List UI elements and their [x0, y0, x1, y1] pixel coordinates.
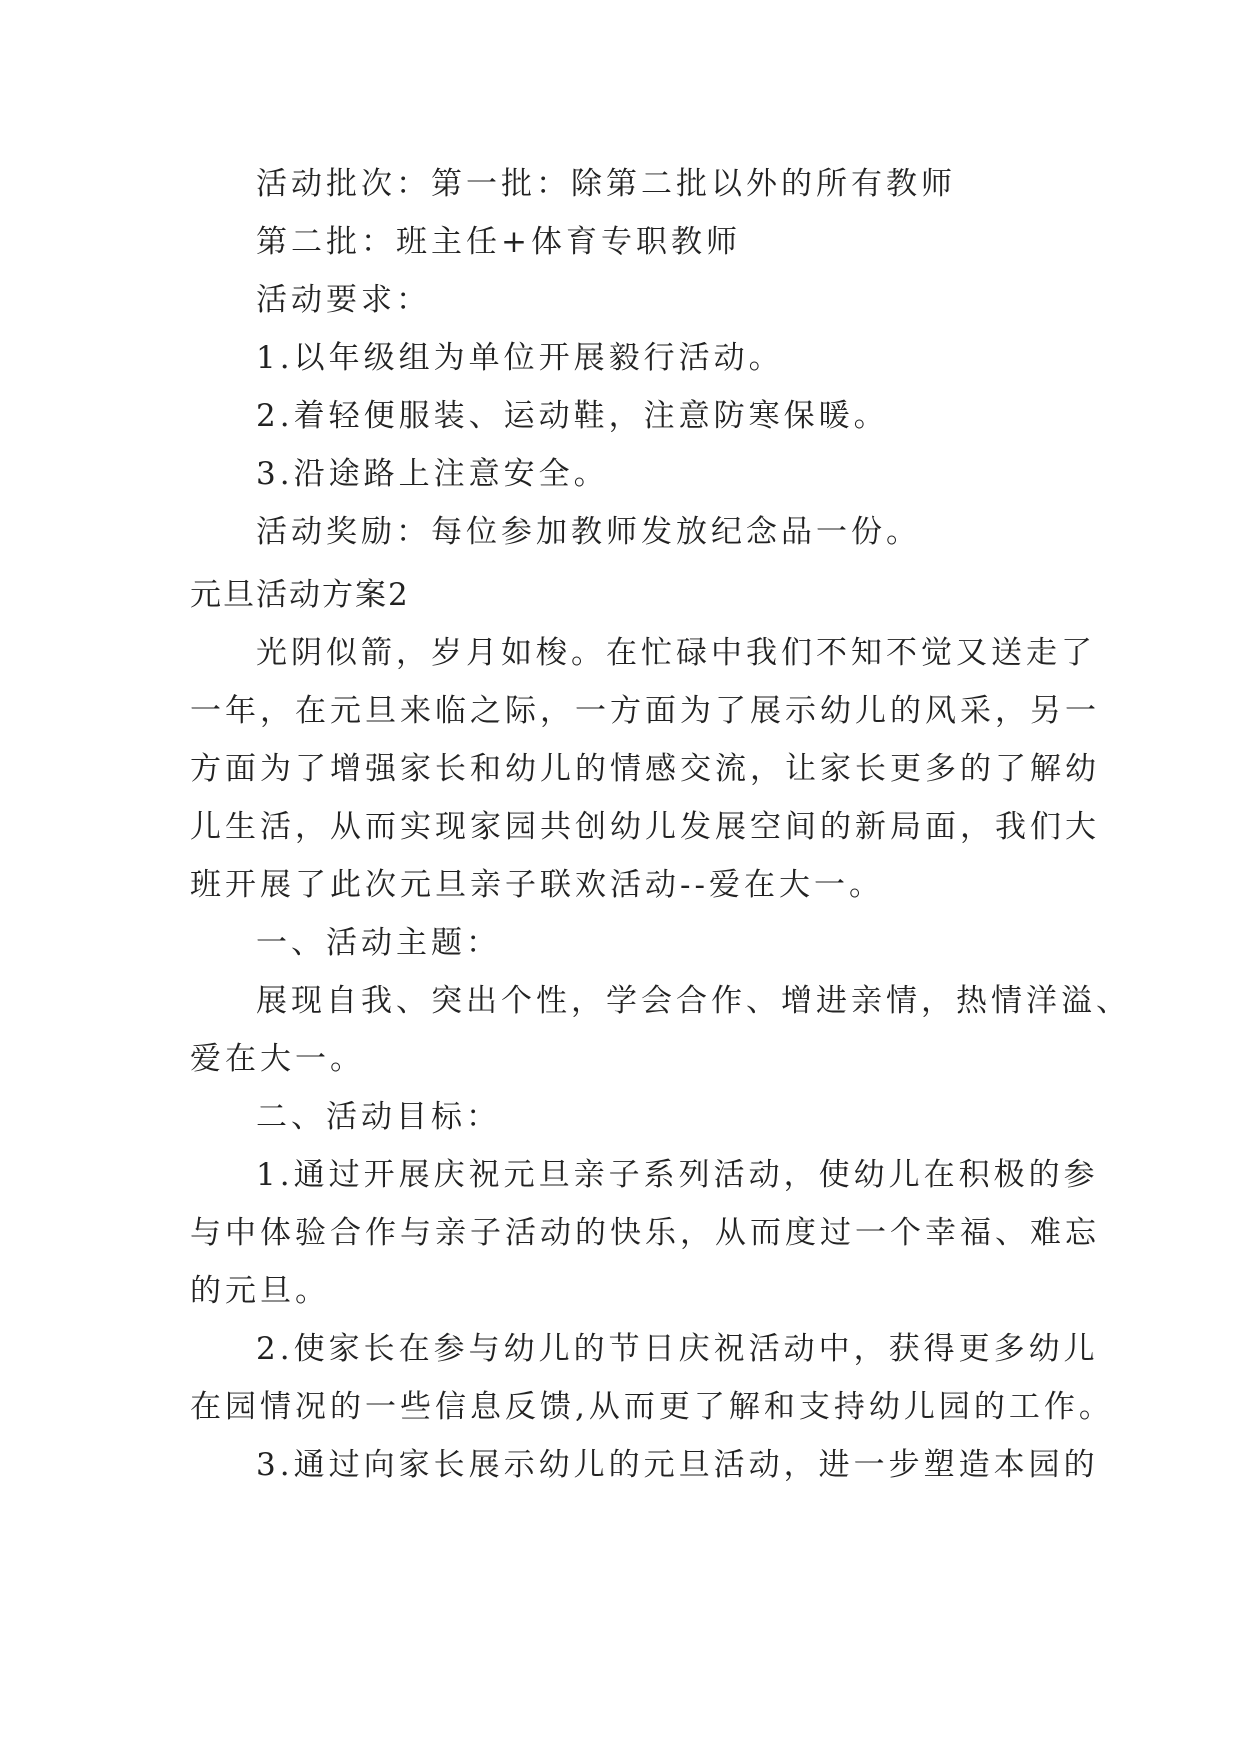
plan-2-section: [190, 566, 1131, 1494]
theme-line-2: 爱在大一。: [190, 1041, 365, 1077]
intro-line-3: 方面为了增强家长和幼儿的情感交流，让家长更多的了解幼: [190, 751, 1100, 787]
second-batch-line: 第二批：班主任+体育专职教师: [256, 224, 741, 260]
goals-heading: 二、活动目标：: [256, 1099, 501, 1135]
goal-1-line-1: 1.通过开展庆祝元旦亲子系列活动，使幼儿在积极的参: [256, 1157, 1099, 1193]
reward-line: 活动奖励：每位参加教师发放纪念品一份。: [256, 514, 921, 550]
intro-line-1: 光阴似箭，岁月如梭。在忙碌中我们不知不觉又送走了: [256, 635, 1096, 671]
requirements-heading: 活动要求：: [256, 282, 431, 318]
section-title: 元旦活动方案2: [190, 577, 410, 613]
theme-heading: 一、活动主题：: [256, 925, 501, 961]
goal-1-line-3: 的元旦。: [190, 1273, 330, 1309]
goal-2-line-2: 在园情况的一些信息反馈,从而更了解和支持幼儿园的工作。: [190, 1389, 1114, 1425]
intro-line-5: 班开展了此次元旦亲子联欢活动--爱在大一。: [190, 867, 884, 903]
goal-2-line-1: 2.使家长在参与幼儿的节日庆祝活动中，获得更多幼儿: [256, 1331, 1099, 1367]
requirement-item-3: 3.沿途路上注意安全。: [256, 456, 609, 492]
batch-line: 活动批次：第一批：除第二批以外的所有教师: [256, 166, 956, 202]
theme-line-1: 展现自我、突出个性，学会合作、增进亲情，热情洋溢、: [256, 983, 1131, 1019]
intro-line-4: 儿生活，从而实现家园共创幼儿发展空间的新局面，我们大: [190, 809, 1100, 845]
goal-3-line-1: 3.通过向家长展示幼儿的元旦活动，进一步塑造本园的: [256, 1447, 1099, 1483]
intro-line-2: 一年，在元旦来临之际，一方面为了展示幼儿的风采，另一: [190, 693, 1100, 729]
requirement-item-2: 2.着轻便服装、运动鞋，注意防寒保暖。: [256, 398, 889, 434]
goal-1-line-2: 与中体验合作与亲子活动的快乐，从而度过一个幸福、难忘: [190, 1215, 1100, 1251]
activity-details-section: [190, 155, 1050, 561]
requirement-item-1: 1.以年级组为单位开展毅行活动。: [256, 340, 784, 376]
